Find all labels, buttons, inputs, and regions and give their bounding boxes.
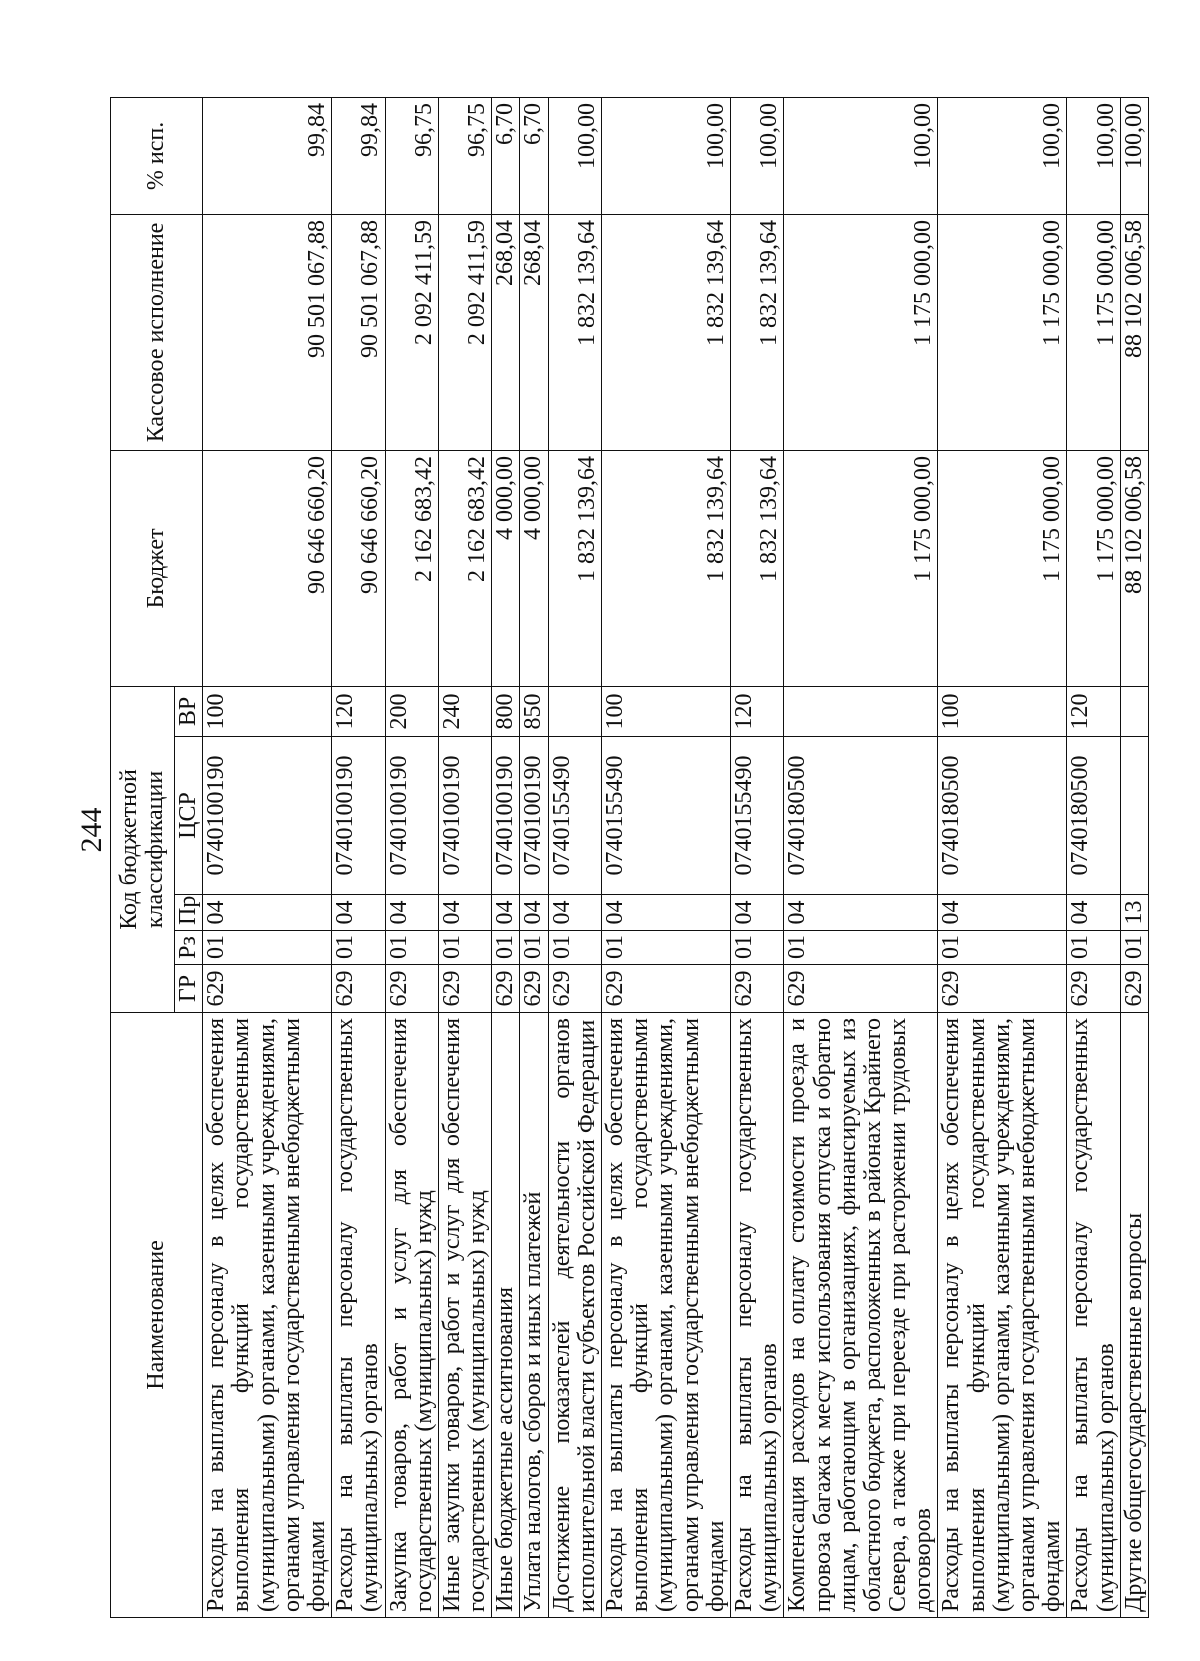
table-body (203, 97, 1149, 1617)
table-row (548, 97, 601, 1617)
row-vr-cell: 100 (938, 686, 1067, 736)
row-budget-cell: 90 646 660,20 (332, 450, 385, 686)
row-gr-cell: 629 (784, 965, 938, 1013)
row-budget-cell: 1 175 000,00 (1067, 450, 1120, 686)
row-gr-cell: 629 (332, 965, 385, 1013)
header-cash: Кассовое исполнение (111, 214, 203, 450)
row-gr-cell: 629 (385, 965, 438, 1013)
row-name-cell: Расходы на выплаты персоналу государственных (муниципальных) органов (730, 1013, 783, 1618)
row-csr-cell: 0740180500 (938, 737, 1067, 895)
row-csr-cell (1120, 737, 1148, 895)
row-name-cell: Расходы на выплаты персоналу в целях обеспечения выполнения функций государственными (муниципальными) органами, казенными учреждениями, органами управления государственными внебюджетными фондами (602, 1013, 731, 1618)
row-pr-cell: 04 (203, 895, 332, 931)
row-budget-cell: 4 000,00 (492, 450, 520, 686)
row-budget-cell: 1 832 139,64 (730, 450, 783, 686)
row-rz-cell: 01 (1067, 931, 1120, 965)
row-pr-cell: 04 (784, 895, 938, 931)
row-pct-cell: 6,70 (520, 97, 548, 214)
header-csr: ЦСР (175, 737, 203, 895)
row-cash-cell: 268,04 (492, 214, 520, 450)
row-vr-cell: 120 (332, 686, 385, 736)
row-pct-cell: 100,00 (602, 97, 731, 214)
row-budget-cell: 88 102 006,58 (1120, 450, 1148, 686)
row-rz-cell: 01 (385, 931, 438, 965)
row-gr-cell: 629 (548, 965, 601, 1013)
row-pr-cell: 13 (1120, 895, 1148, 931)
row-rz-cell: 01 (438, 931, 491, 965)
table-row (602, 97, 731, 1617)
row-name-cell: Иные закупки товаров, работ и услуг для обеспечения государственных (муниципальных) нужд (438, 1013, 491, 1618)
row-name-cell: Иные бюджетные ассигнования (492, 1013, 520, 1618)
header-rz: Рз (175, 931, 203, 965)
row-rz-cell: 01 (492, 931, 520, 965)
row-rz-cell: 01 (332, 931, 385, 965)
row-cash-cell: 90 501 067,88 (332, 214, 385, 450)
row-csr-cell: 0740100190 (438, 737, 491, 895)
row-pct-cell: 100,00 (784, 97, 938, 214)
table-row (203, 97, 332, 1617)
row-gr-cell: 629 (1067, 965, 1120, 1013)
row-cash-cell: 2 092 411,59 (438, 214, 491, 450)
header-pr: Пр (175, 895, 203, 931)
row-rz-cell: 01 (784, 931, 938, 965)
row-csr-cell: 0740155490 (730, 737, 783, 895)
budget-execution-table (110, 97, 1149, 1618)
row-cash-cell: 90 501 067,88 (203, 214, 332, 450)
row-csr-cell: 0740100190 (203, 737, 332, 895)
row-cash-cell: 1 175 000,00 (784, 214, 938, 450)
row-pct-cell: 99,84 (203, 97, 332, 214)
row-gr-cell: 629 (438, 965, 491, 1013)
row-gr-cell: 629 (602, 965, 731, 1013)
row-vr-cell: 240 (438, 686, 491, 736)
table-row (520, 97, 548, 1617)
row-rz-cell: 01 (602, 931, 731, 965)
header-pct: % исп. (111, 97, 203, 214)
row-vr-cell: 120 (730, 686, 783, 736)
table-row (938, 97, 1067, 1617)
row-pr-cell: 04 (730, 895, 783, 931)
header-budget: Бюджет (111, 450, 203, 686)
table-row (332, 97, 385, 1617)
page-number: 244 (75, 807, 108, 853)
table-row (492, 97, 520, 1617)
row-pct-cell: 100,00 (730, 97, 783, 214)
row-cash-cell: 2 092 411,59 (385, 214, 438, 450)
row-csr-cell: 0740100190 (385, 737, 438, 895)
row-gr-cell: 629 (492, 965, 520, 1013)
row-vr-cell: 850 (520, 686, 548, 736)
row-cash-cell: 268,04 (520, 214, 548, 450)
row-vr-cell: 200 (385, 686, 438, 736)
header-gr: ГР (175, 965, 203, 1013)
row-pct-cell: 100,00 (1120, 97, 1148, 214)
row-csr-cell: 0740180500 (1067, 737, 1120, 895)
row-cash-cell: 88 102 006,58 (1120, 214, 1148, 450)
row-cash-cell: 1 832 139,64 (602, 214, 731, 450)
row-pct-cell: 96,75 (438, 97, 491, 214)
row-name-cell: Закупка товаров, работ и услуг для обеспечения государственных (муниципальных) нужд (385, 1013, 438, 1618)
row-name-cell: Расходы на выплаты персоналу в целях обеспечения выполнения функций государственными (муниципальными) органами, казенными учреждениями, органами управления государственными внебюджетными фондами (938, 1013, 1067, 1618)
row-csr-cell: 0740100190 (492, 737, 520, 895)
row-pct-cell: 100,00 (548, 97, 601, 214)
row-pr-cell: 04 (520, 895, 548, 931)
row-budget-cell: 1 175 000,00 (784, 450, 938, 686)
header-vr: ВР (175, 686, 203, 736)
row-name-cell: Компенсация расходов на оплату стоимости проезда и провоза багажа к месту использования отпуска и обратно лицам, работающим в организациях, финансируемых из областного бюджета, расположенных в районах Крайнего Севера, а также при переезде при расторжении трудовых договоров (784, 1013, 938, 1618)
row-gr-cell: 629 (203, 965, 332, 1013)
row-csr-cell: 0740155490 (602, 737, 731, 895)
header-name: Наименование (111, 1013, 203, 1618)
row-pr-cell: 04 (438, 895, 491, 931)
row-vr-cell: 120 (1067, 686, 1120, 736)
row-pr-cell: 04 (548, 895, 601, 931)
row-vr-cell (784, 686, 938, 736)
row-csr-cell: 0740155490 (548, 737, 601, 895)
row-vr-cell (548, 686, 601, 736)
row-vr-cell: 100 (203, 686, 332, 736)
row-cash-cell: 1 175 000,00 (938, 214, 1067, 450)
row-name-cell: Другие общегосударственные вопросы (1120, 1013, 1148, 1618)
row-budget-cell: 1 832 139,64 (548, 450, 601, 686)
table-row (1120, 97, 1148, 1617)
row-name-cell: Расходы на выплаты персоналу государственных (муниципальных) органов (332, 1013, 385, 1618)
row-rz-cell: 01 (548, 931, 601, 965)
row-rz-cell: 01 (938, 931, 1067, 965)
row-gr-cell: 629 (730, 965, 783, 1013)
row-csr-cell: 0740180500 (784, 737, 938, 895)
row-budget-cell: 1 175 000,00 (938, 450, 1067, 686)
row-vr-cell (1120, 686, 1148, 736)
row-budget-cell: 2 162 683,42 (438, 450, 491, 686)
table-row (385, 97, 438, 1617)
row-cash-cell: 1 832 139,64 (548, 214, 601, 450)
row-pr-cell: 04 (602, 895, 731, 931)
row-rz-cell: 01 (203, 931, 332, 965)
row-budget-cell: 4 000,00 (520, 450, 548, 686)
row-cash-cell: 1 175 000,00 (1067, 214, 1120, 450)
header-code-group: Код бюджетной классификации (111, 686, 175, 1012)
row-pct-cell: 100,00 (1067, 97, 1120, 214)
row-cash-cell: 1 832 139,64 (730, 214, 783, 450)
row-pct-cell: 96,75 (385, 97, 438, 214)
table-row (784, 97, 938, 1617)
row-name-cell: Уплата налогов, сборов и иных платежей (520, 1013, 548, 1618)
row-vr-cell: 800 (492, 686, 520, 736)
row-rz-cell: 01 (730, 931, 783, 965)
row-pr-cell: 04 (385, 895, 438, 931)
row-pct-cell: 100,00 (938, 97, 1067, 214)
table-row (1067, 97, 1120, 1617)
row-name-cell: Расходы на выплаты персоналу государственных (муниципальных) органов (1067, 1013, 1120, 1618)
row-name-cell: Расходы на выплаты персоналу в целях обеспечения выполнения функций государственными (муниципальными) органами, казенными учреждениями, органами управления государственными внебюджетными фондами (203, 1013, 332, 1618)
row-budget-cell: 90 646 660,20 (203, 450, 332, 686)
row-csr-cell: 0740100190 (520, 737, 548, 895)
row-budget-cell: 1 832 139,64 (602, 450, 731, 686)
row-pct-cell: 6,70 (492, 97, 520, 214)
row-gr-cell: 629 (520, 965, 548, 1013)
row-vr-cell: 100 (602, 686, 731, 736)
row-pct-cell: 99,84 (332, 97, 385, 214)
row-rz-cell: 01 (520, 931, 548, 965)
row-gr-cell: 629 (1120, 965, 1148, 1013)
row-pr-cell: 04 (492, 895, 520, 931)
budget-table-container (110, 98, 1147, 1618)
row-csr-cell: 0740100190 (332, 737, 385, 895)
row-pr-cell: 04 (1067, 895, 1120, 931)
table-row (438, 97, 491, 1617)
row-rz-cell: 01 (1120, 931, 1148, 965)
table-row (730, 97, 783, 1617)
row-pr-cell: 04 (332, 895, 385, 931)
row-pr-cell: 04 (938, 895, 1067, 931)
row-name-cell: Достижение показателей деятельности органов исполнительной власти субъектов Российской Федерации (548, 1013, 601, 1618)
row-budget-cell: 2 162 683,42 (385, 450, 438, 686)
row-gr-cell: 629 (938, 965, 1067, 1013)
